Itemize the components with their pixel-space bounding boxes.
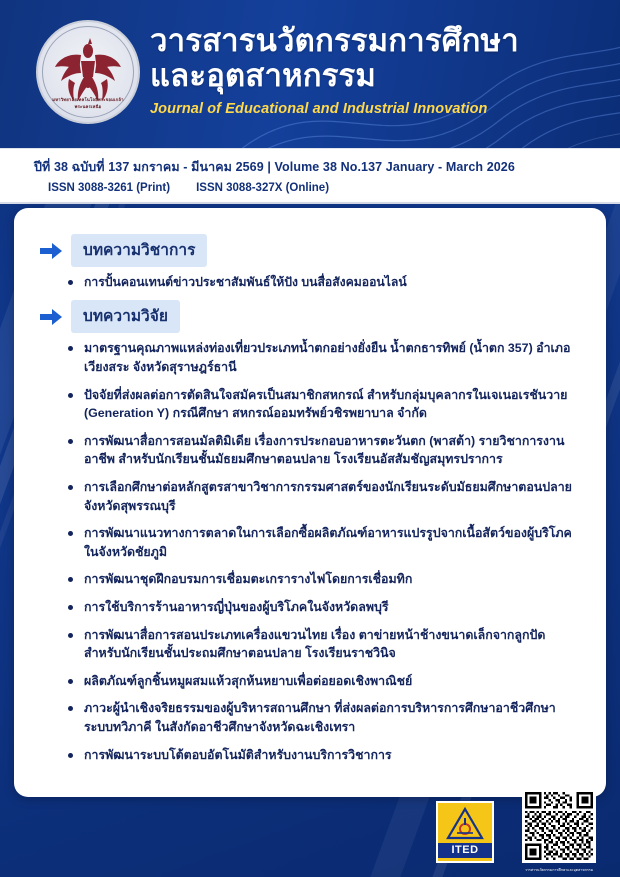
qr-caption: วารสารนวัตกรรมการศึกษาและอุตสาหกรรม xyxy=(524,868,594,873)
qr-code[interactable] xyxy=(522,789,596,863)
ited-logo xyxy=(436,801,494,863)
list-item[interactable]: การพัฒนาระบบโต้ตอบอัตโนมัติสำหรับงานบริการวิชาการ xyxy=(68,746,580,765)
ited-label: ITED xyxy=(438,843,492,858)
university-seal-logo xyxy=(36,20,140,124)
article-list-academic xyxy=(34,273,586,291)
seal-caption: มหาวิทยาลัยเทคโนโลยีพระจอมเกล้าพระนครเหนือ xyxy=(52,97,124,109)
ited-emblem-icon xyxy=(445,807,485,841)
list-item[interactable]: การเลือกศึกษาต่อหลักสูตรสาขาวิชาการกรรมศาสตร์ของนักเรียนระดับมัธยมศึกษาตอนปลาย จังหวัดสุพรรณบุรี xyxy=(68,478,580,515)
section-label-research: บทความวิจัย xyxy=(71,300,180,333)
issn-online: ISSN 3088-327X (Online) xyxy=(196,182,330,194)
qr-code-icon xyxy=(525,792,593,860)
list-item[interactable]: การพัฒนาชุดฝึกอบรมการเชื่อมตะเกรารางไฟโดยการเชื่อมทิก xyxy=(68,570,580,589)
issn-print: ISSN 3088-3261 (Print) xyxy=(48,182,171,194)
list-item[interactable]: การพัฒนาสื่อการสอนประเภทเครื่องแขวนไทย เรื่อง ตาข่ายหน้าช้างขนาดเล็กจากลูกปัด สำหรับนักเรียนชั้นประถมศึกษาตอนปลาย โรงเรียนราชวินิจ xyxy=(68,626,580,663)
section-header-research xyxy=(40,300,586,333)
list-item[interactable]: การพัฒนาแนวทางการตลาดในการเลือกซื้อผลิตภัณฑ์อาหารแปรรูปจากเนื้อสัตว์ของผู้บริโภค ในจังหวัดชัยภูมิ xyxy=(68,524,580,561)
cover-footer xyxy=(0,789,620,877)
journal-title-block xyxy=(150,24,600,117)
contents-card xyxy=(14,208,606,797)
section-header-academic xyxy=(40,234,586,267)
list-item[interactable]: การปั้นคอนเทนต์ข่าวประชาสัมพันธ์ให้ปัง บนสื่อสังคมออนไลน์ xyxy=(68,273,580,291)
journal-title-thai-line2: และอุตสาหกรรม xyxy=(150,57,377,93)
list-item[interactable]: ผลิตภัณฑ์ลูกชิ้นหมูผสมแห้วสุกห้นหยาบเพื่อต่อยอดเชิงพาณิชย์ xyxy=(68,672,580,691)
arrow-right-icon xyxy=(40,309,62,325)
list-item[interactable]: การใช้บริการร้านอาหารญี่ปุ่นของผู้บริโภคในจังหวัดลพบุรี xyxy=(68,598,580,617)
section-label-academic: บทความวิชาการ xyxy=(71,234,207,267)
list-item[interactable]: ปัจจัยที่ส่งผลต่อการตัดสินใจสมัครเป็นสมาชิกสหกรณ์ สำหรับกลุ่มบุคลากรในเจเนอเรชันวาย (Generation Y) กรณีศึกษา สหกรณ์ออมทรัพย์วชิรพยาบาล จำกัด xyxy=(68,386,580,423)
list-item[interactable]: มาตรฐานคุณภาพแหล่งท่องเที่ยวประเภทน้ำตกอย่างยั่งยืน น้ำตกธารทิพย์ (น้ำตก 357) อำเภอเวียงสระ จังหวัดสุราษฎร์ธานี xyxy=(68,339,580,376)
issue-info-bar xyxy=(0,148,620,204)
list-item[interactable]: ภาวะผู้นำเชิงจริยธรรมของผู้บริหารสถานศึกษา ที่ส่งผลต่อการบริหารการศึกษาอาชีวศึกษา ระบบทวิภาคี ในสังกัดอาชีวศึกษาจังหวัดฉะเชิงเทรา xyxy=(68,699,580,736)
issn-line xyxy=(34,182,620,194)
journal-title-english: Journal of Educational and Industrial Innovation xyxy=(150,101,488,118)
issue-volume-line: ปีที่ 38 ฉบับที่ 137 มกราคม - มีนาคม 2569 | Volume 38 No.137 January - March 2026 xyxy=(34,160,515,174)
article-list-research xyxy=(34,339,586,764)
list-item[interactable]: การพัฒนาสื่อการสอนมัลติมิเดีย เรื่องการประกอบอาหารตะวันตก (พาสต้า) รายวิชาการงานอาชีพ สำหรับนักเรียนชั้นมัธยมศึกษาตอนปลาย โรงเรียนอัสสัมชัญสมุทรปราการ xyxy=(68,432,580,469)
seal-inner-ring xyxy=(42,26,134,118)
journal-title-thai-line1: วารสารนวัตกรรมการศึกษา xyxy=(150,23,519,58)
cover-header xyxy=(0,0,620,148)
arrow-right-icon xyxy=(40,243,62,259)
